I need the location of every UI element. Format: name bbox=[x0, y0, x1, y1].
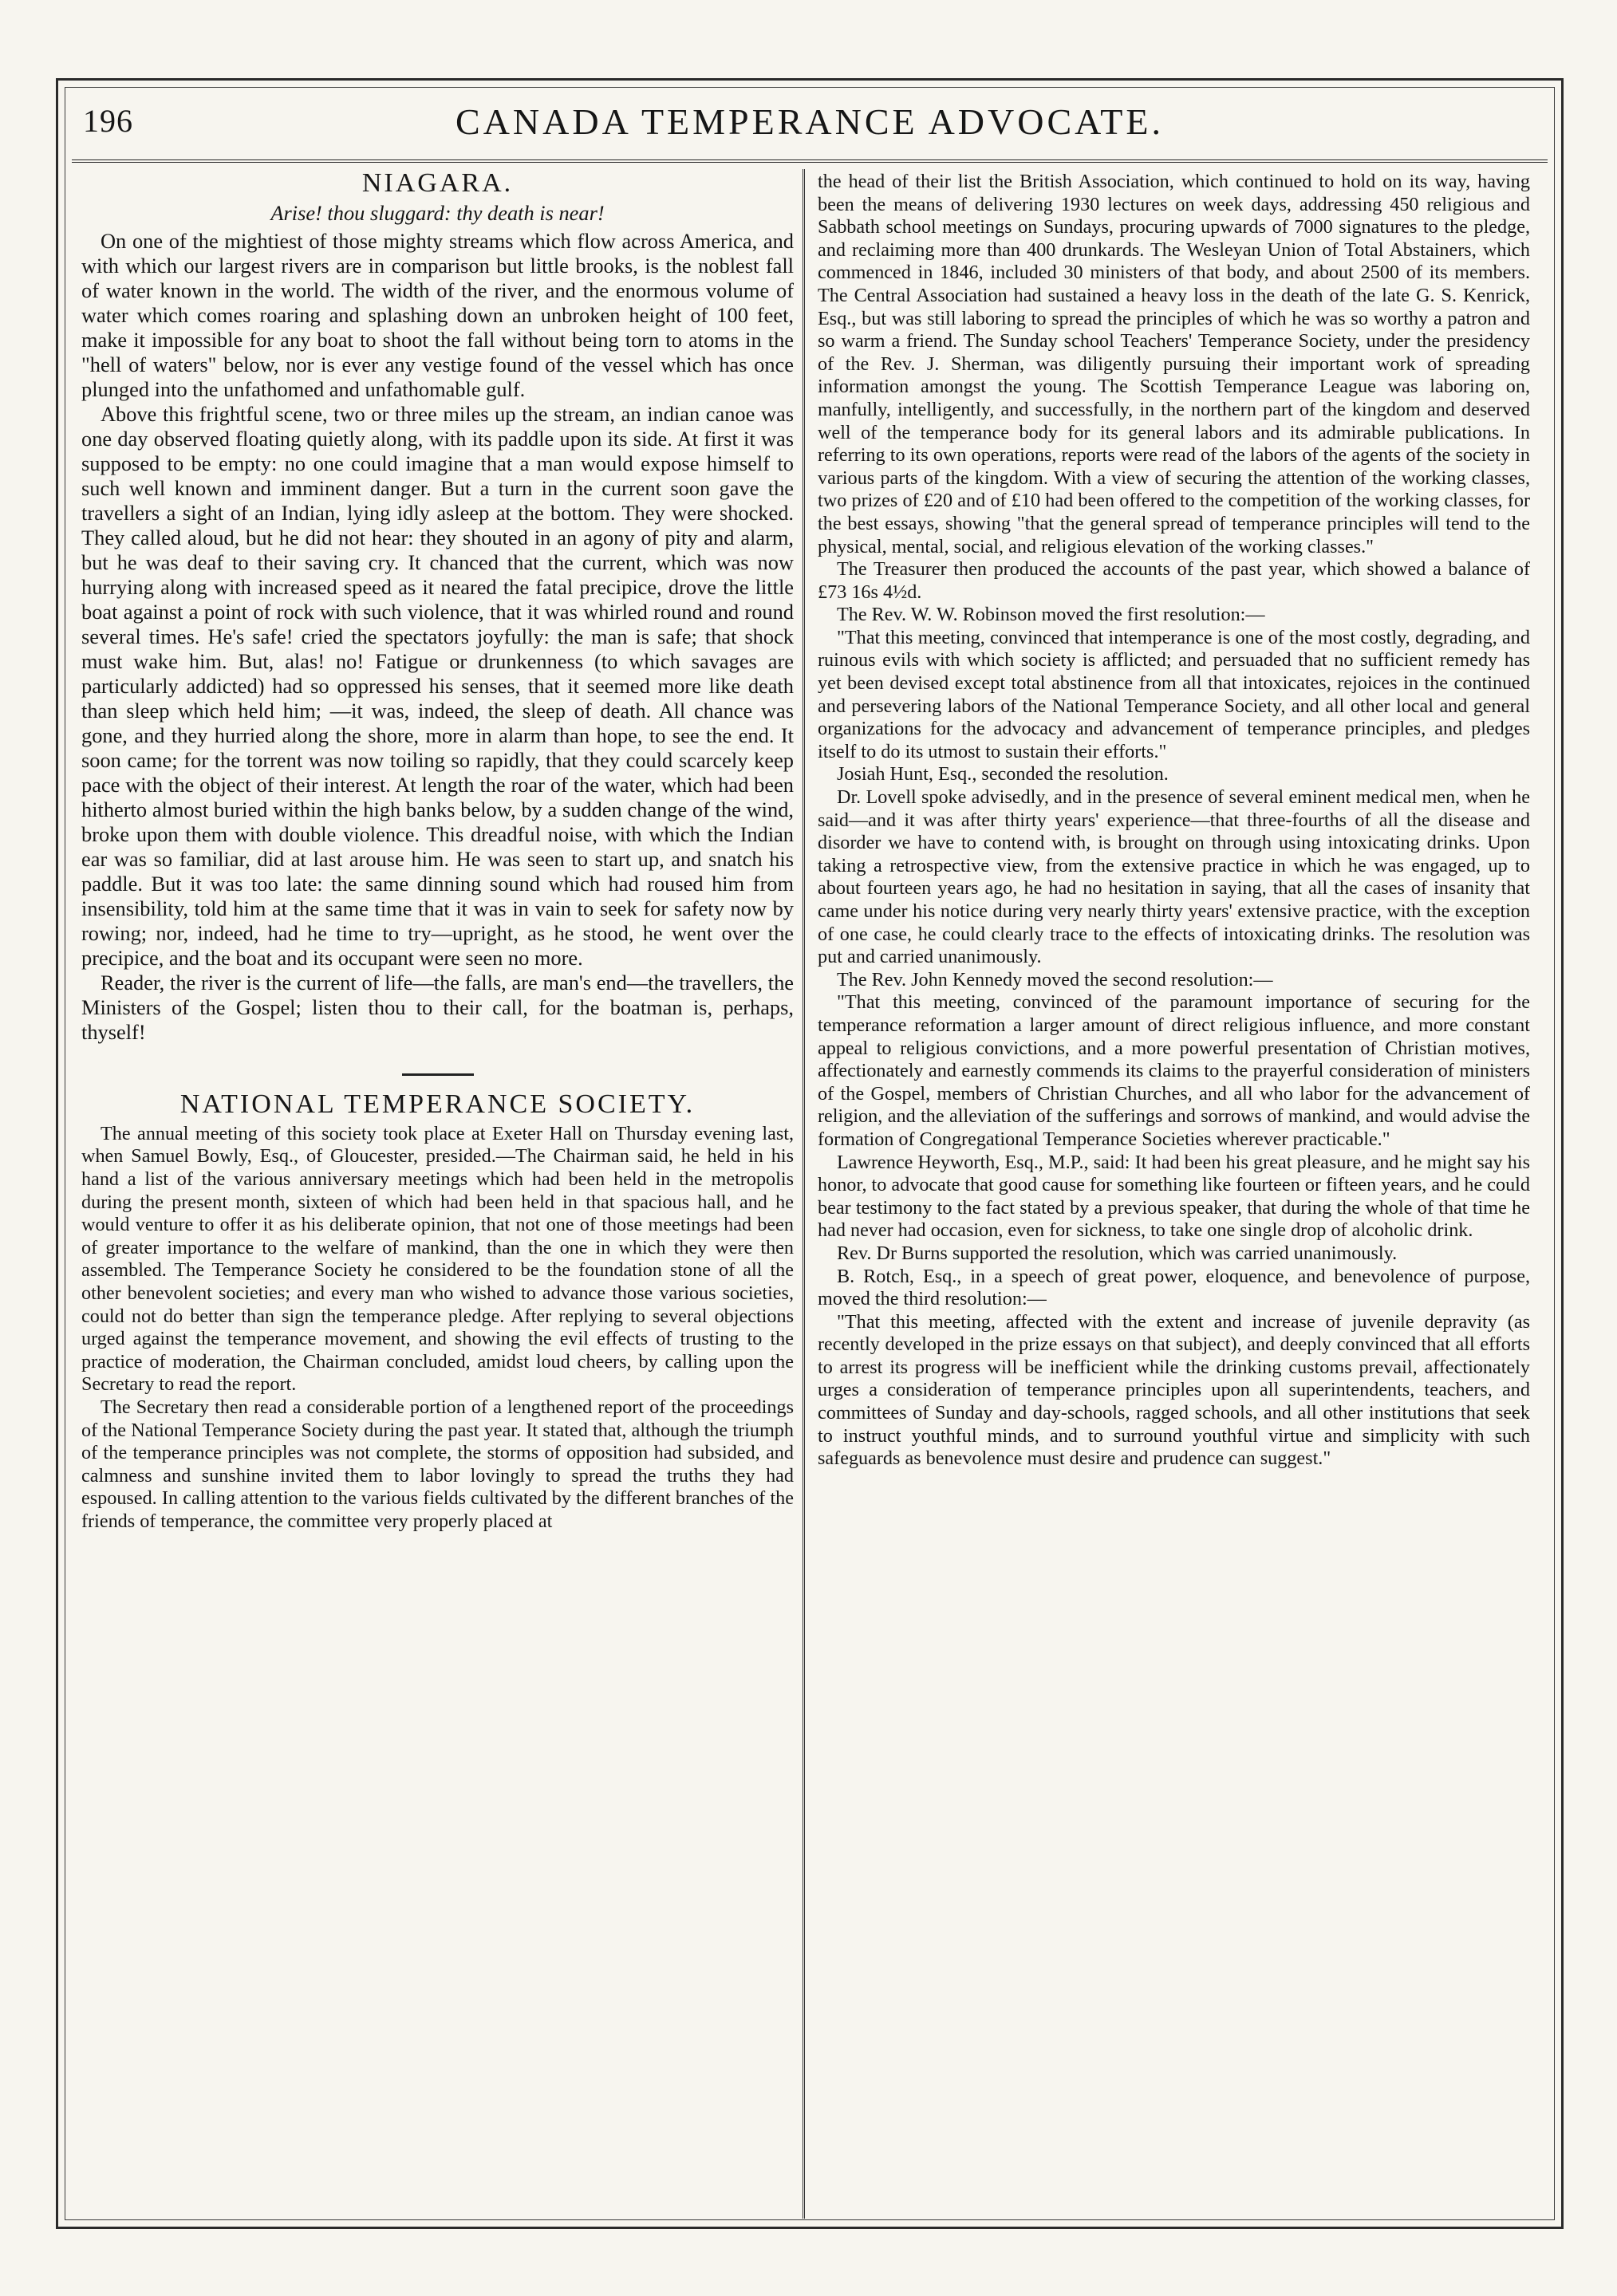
report-paragraph: the head of their list the British Association, which continued to hold on its way, having been the means of delivering 1930 lectures on week days, addressing 450 religious and Sabbath school meetings on Sundays, procuring upwards of 7000 signatures to the pledge, and reclaiming more than 400 drunkards. The Wesleyan Union of Total Abstainers, which commenced in 1846, included 30 ministers of that body, and about 2500 of its members. The Central Association had sustained a heavy loss in the death of the late G. S. Kenrick, Esq., but was still laboring to spread the principles of which he was so worthy a patron and so warm a friend. The Sunday school Teachers' Temperance Society, under the presidency of the Rev. J. Sherman, was diligently pursuing their important work of spreading information amongst the young. The Scottish Temperance League was laboring on, manfully, intelligently, and successfully, in the northern part of the kingdom and deserved well of the temperance body for its general labors and its admirable publications. In referring to its own operations, reports were read of the labors of the agents of the society in various parts of the kingdom. With a view of securing the attention of the working classes, two prizes of £20 and of £10 had been offered to the competition of the working classes, for the best essays, showing "that the general spread of temperance principles will tend to the physical, mental, social, and religious elevation of the working classes." bbox=[818, 171, 1530, 557]
article-title-niagara: NIAGARA. bbox=[361, 171, 514, 198]
niagara-paragraph: Reader, the river is the current of life—the falls, are man's end—the travellers, the Ministers of the Gospel; listen thou to their call, for the boatman is, perhaps, thyself! bbox=[81, 971, 794, 1045]
section-separator bbox=[402, 1073, 474, 1076]
society-paragraph: The annual meeting of this society took place at Exeter Hall on Thursday evening last, when Samuel Bowly, Esq., of Gloucester, presided.—The Chairman said, he held in his hand a list of the various anniversary meetings which had been held in the metropolis during the present month, sixteen of which had been held in that spacious hall, and he would venture to offer it as his deliberate opinion, that not one of those meetings had been of greater importance to the welfare of mankind, than the one in which they were then assembled. The Temperance Society he considered to be the foundation stone of all the other benevolent societies; and every man who wished to advance those various societies, could not do better than sign the temperance pledge. After replying to several objections urged against the temperance movement, and showing the evil effects of trusting to the practice of moderation, the Chairman concluded, amidst loud cheers, by calling upon the Secretary to read the report. bbox=[81, 1122, 794, 1396]
left-column bbox=[81, 171, 794, 2212]
niagara-paragraph: Above this frightful scene, two or three miles up the stream, an indian canoe was one day observed floating quietly along, with its paddle upon its side. At first it was supposed to be empty: no one could imagine that a man would expose himself to such well known and imminent danger. But a turn in the current soon gave the travellers a sight of an Indian, lying idly asleep at the bottom. They were shocked. They called aloud, but he did not hear: they shouted in an agony of pity and alarm, but he was deaf to their saving cry. It chanced that the current, which was now hurrying along with increased speed as it neared the fatal precipice, drove the little boat against a point of rock with such violence, that it was whirled round and round several times. He's safe! cried the spectators joyfully: the man is safe; that shock must wake him. But, alas! no! Fatigue or drunkenness (to which savages are particularly addicted) had so oppressed his senses, that it seemed more like death than sleep which held him; —it was, indeed, the sleep of death. All chance was gone, and they hurried along the shore, more in alarm than hope, to see the end. It soon came; for the torrent was now toiling so rapidly, that they could scarcely keep pace with the object of their interest. At length the roar of the water, which had been hitherto almost buried within the high banks below, by a sudden change of the wind, broke upon them with double violence. This dreadful noise, with which the Indian ear was so familiar, did at last arouse him. He was seen to start up, and snatch his paddle. But it was too late: the same dinning sound which had roused him from insensibility, told him at the same time that it was in vain to seek for safety now by rowing; nor, indeed, had he time to try—upright, as he stood, he went over the precipice, and the boat and its occupant were seen no more. bbox=[81, 402, 794, 971]
page-header bbox=[72, 89, 1548, 158]
resolution-seconder: Josiah Hunt, Esq., seconded the resolution. bbox=[837, 763, 1169, 786]
resolution-mover: The Rev. W. W. Robinson moved the first resolution:— bbox=[837, 604, 1265, 626]
page-number: 196 bbox=[83, 103, 133, 139]
resolution-mover: The Rev. John Kennedy moved the second resolution:— bbox=[837, 968, 1273, 990]
article-title-national-temperance-society: NATIONAL TEMPERANCE SOCIETY. bbox=[179, 1089, 696, 1120]
header-rule bbox=[72, 159, 1548, 163]
article-subtitle-niagara: Arise! thou sluggard: thy death is near! bbox=[270, 200, 605, 225]
treasurer-paragraph: The Treasurer then produced the accounts of the past year, which showed a balance of £73 16s 4½d. bbox=[818, 558, 1530, 603]
resolution-text: "That this meeting, convinced that intemperance is one of the most costly, degrading, and ruinous evils with which society is afflicted; and persuaded that no sufficient remedy has yet been devised except total abstinence from all that intoxicates, rejoices in the continued and persevering labors of the National Temperance Society, and all other local and general organizations for the advocacy and advancement of temperance principles, and pledges itself to do its utmost to sustain their efforts." bbox=[818, 626, 1530, 762]
speech-paragraph: Dr. Lovell spoke advisedly, and in the presence of several eminent medical men, when he said—and it was after thirty years' experience—that three-fourths of all the disease and disorder we have to contend with, is brought on through using intoxicating drinks. Upon taking a retrospective view, from the extensive practice in which he was engaged, up to about fourteen years ago, he had no hesitation in saying, that all the cases of insanity that came under his notice during very nearly thirty years' extensive practice, with the exception of one case, he could clearly trace to the effects of intoxicating drinks. The resolution was put and carried unanimously. bbox=[818, 786, 1530, 968]
journal-title: CANADA TEMPERANCE ADVOCATE. bbox=[456, 101, 1164, 142]
resolution-supporter: Rev. Dr Burns supported the resolution, which was carried unanimously. bbox=[837, 1242, 1398, 1264]
resolution-text: "That this meeting, convinced of the paramount importance of securing for the temperance reformation a larger amount of direct religious influence, and more constant appeal to religious convictions, and a more powerful presentation of Christian motives, affectionately and earnestly commends its claims to the prayerful consideration of ministers of the Gospel, members of Christian Churches, and all who labor for the advancement of religion, and the alleviation of the sufferings and sorrows of mankind, and would advise the formation of Congregational Temperance Societies wherever practicable." bbox=[818, 991, 1530, 1150]
niagara-paragraph: On one of the mightiest of those mighty streams which flow across America, and with which our largest rivers are in comparison but little brooks, is the noblest fall of water known in the world. The width of the river, and the enormous volume of water which comes roaring and splashing down an unbroken height of 100 feet, make it impossible for any boat to shoot the fall without being torn to atoms in the "hell of waters" below, nor is ever any vestige found of the vessel which has once plunged into the unfathomed and unfathomable gulf. bbox=[81, 229, 794, 402]
column-divider bbox=[803, 169, 805, 2219]
right-column bbox=[818, 171, 1530, 2212]
resolution-mover: B. Rotch, Esq., in a speech of great power, eloquence, and benevolence of purpose, moved the third resolution:— bbox=[818, 1265, 1530, 1310]
society-paragraph: The Secretary then read a considerable portion of a lengthened report of the proceedings of the National Temperance Society during the past year. It stated that, although the triumph of the temperance principles was not complete, the storms of opposition had subsided, and calmness and sunshine invited them to labor lovingly to spread the truths they had espoused. In calling attention to the various fields cultivated by the different branches of the friends of temperance, the committee very properly placed at bbox=[81, 1396, 794, 1532]
resolution-text: "That this meeting, affected with the extent and increase of juvenile depravity (as recently developed in the prize essays on that subject), and deeply convinced that all efforts to arrest its progress will be inefficient while the drinking customs prevail, affectionately urges a consideration of temperance principles upon all superintendents, teachers, and committees of Sunday and day-schools, ragged schools, and all other institutions that seek to instruct youthful minds, and to surround youthful virtue and simplicity with such safeguards as benevolence must desire and prudence can suggest." bbox=[818, 1310, 1530, 1470]
speech-paragraph: Lawrence Heyworth, Esq., M.P., said: It had been his great pleasure, and he might say his honor, to advocate that good cause for something like fourteen or fifteen years, and he could bear testimony to the fact stated by a previous speaker, that during the whole of that time he had never had occasion, even for sickness, to take one single drop of alcoholic drink. bbox=[818, 1151, 1530, 1242]
